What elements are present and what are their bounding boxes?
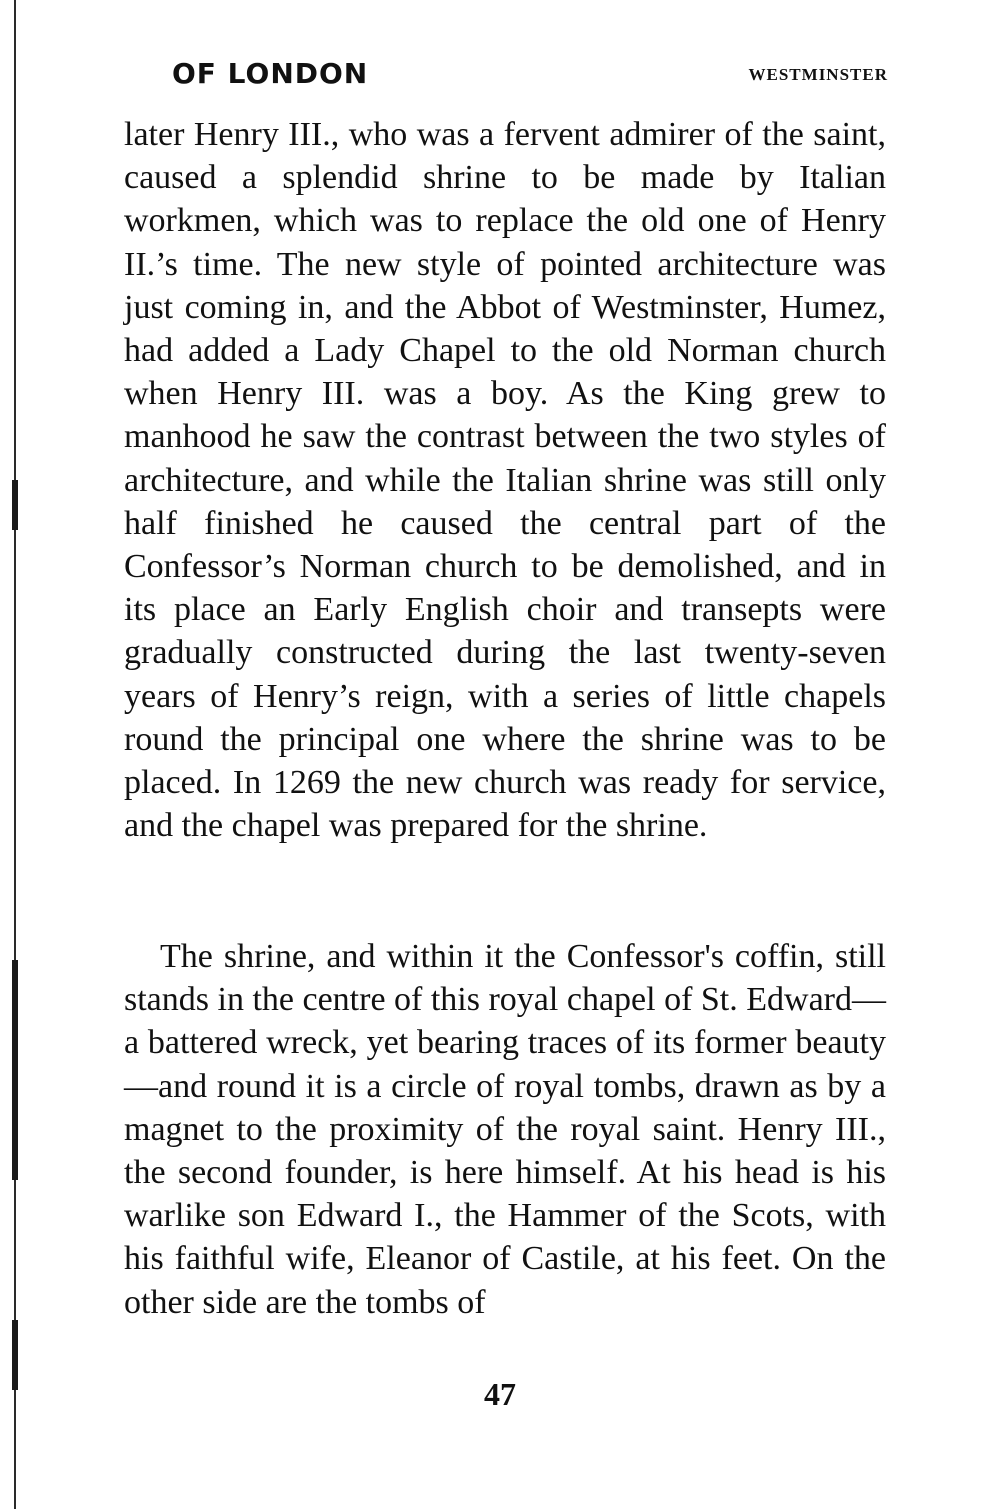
binding-edge xyxy=(14,0,16,1509)
running-header-title: OF LONDON xyxy=(172,57,369,90)
running-header-section: WESTMINSTER xyxy=(748,65,888,84)
body-paragraph: The shrine, and within it the Confessor's coffin, still stands in the centre of this royal chapel of St. Edward—a battered wreck, yet bearing traces of its former beauty—and round it is a circle of royal tombs, drawn as by a magnet to the proximity of the royal saint. Henry III., the second founder, is here himself. At his head is his warlike son Edward I., the Hammer of the Scots, with his faithful wife, Eleanor of Castile, at his feet. On the other side are the tombs of xyxy=(124,938,886,1321)
paragraph-block xyxy=(124,113,886,847)
page-number: 47 xyxy=(484,1376,516,1412)
binding-mark xyxy=(12,480,18,530)
body-paragraph: later Henry III., who was a fervent admirer of the saint, caused a splendid shrine to be made by Italian workmen, which was to replace the old one of Henry II.’s time. The new style of pointed architecture was just coming in, and the Abbot of Westminster, Humez, had added a Lady Chapel to the old Norman church when Henry III. was a boy. As the King grew to manhood he saw the contrast between the two styles of architecture, and while the Italian shrine was still only half finished he caused the central part of the Confessor’s Norman church to be demolished, and in its place an Early English choir and transepts were gradually constructed during the last twenty-seven years of Henry’s reign, with a series of little chapels round the principal one where the shrine was to be placed. In 1269 the new church was ready for service, and the chapel was prepared for the shrine. xyxy=(124,116,886,845)
binding-mark xyxy=(12,960,18,1180)
running-header xyxy=(172,54,888,94)
paragraph-block xyxy=(124,935,886,1324)
